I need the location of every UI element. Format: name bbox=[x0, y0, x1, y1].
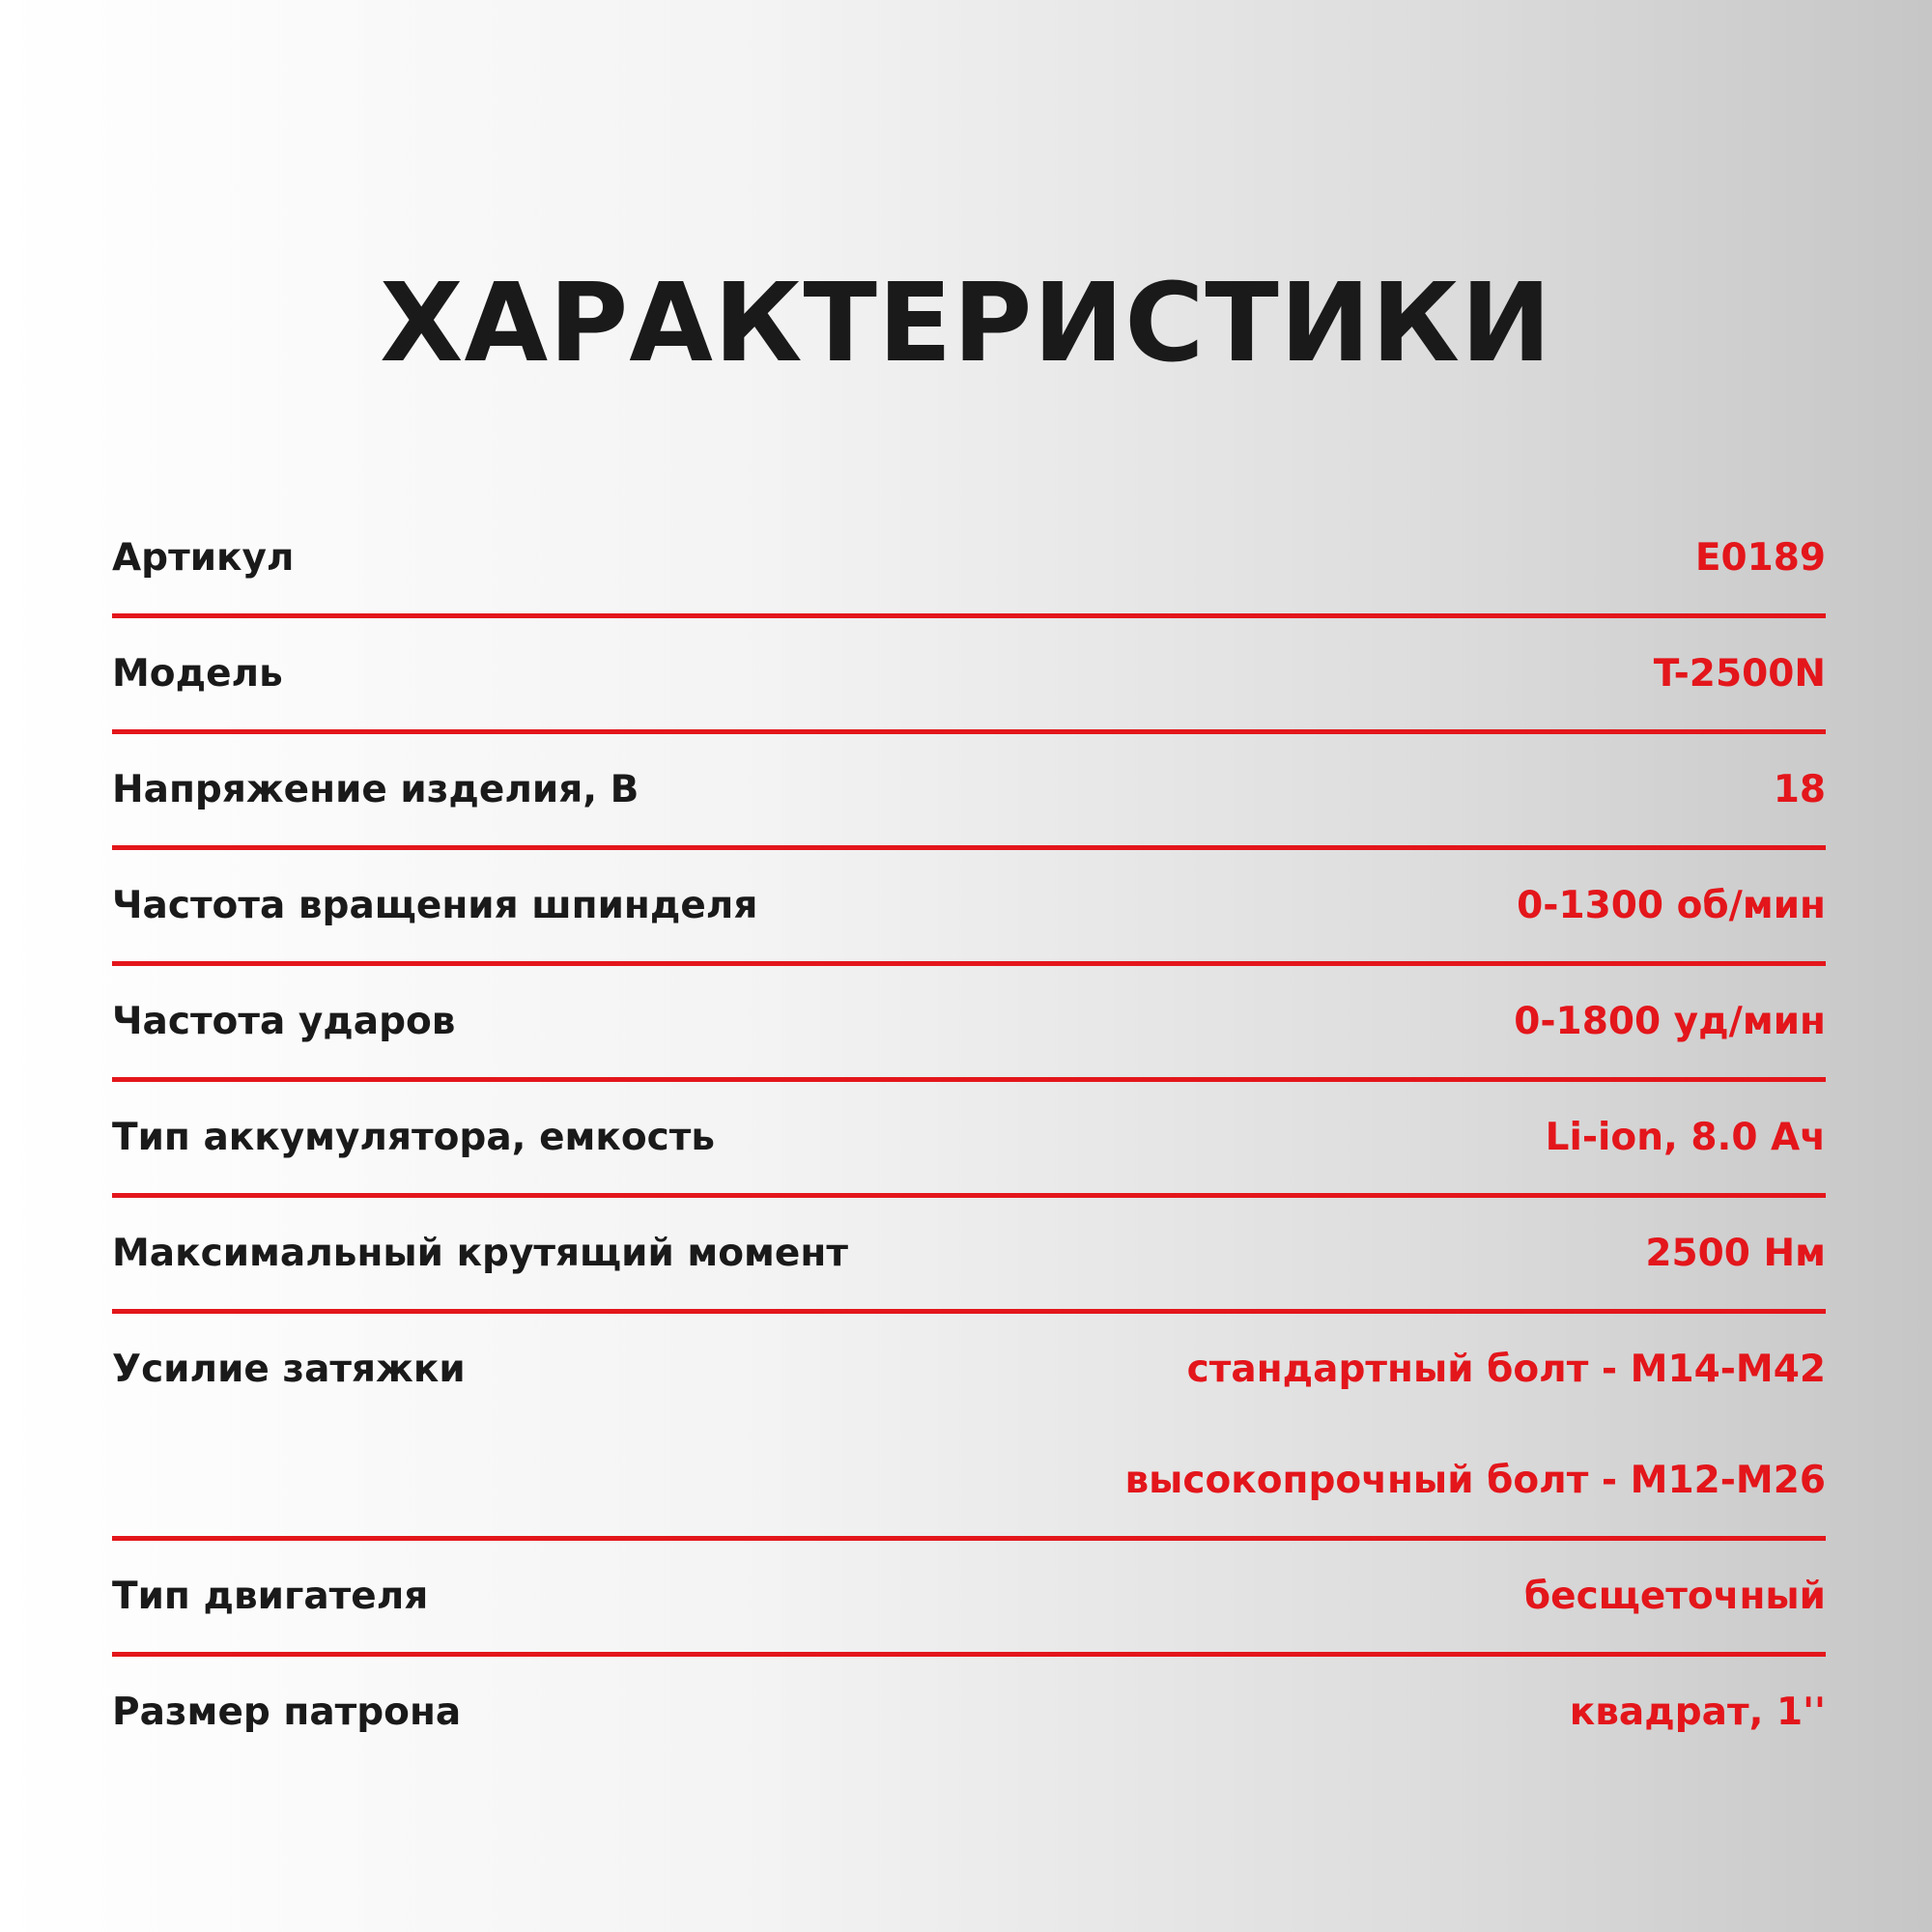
spec-row-impact-rate bbox=[112, 966, 1826, 1082]
spec-value: 0-1300 об/мин bbox=[1517, 884, 1826, 927]
spec-label: Максимальный крутящий момент bbox=[112, 1232, 848, 1275]
spec-row-motor-type bbox=[112, 1541, 1826, 1657]
spec-row-voltage bbox=[112, 734, 1826, 850]
specs-table bbox=[112, 502, 1826, 1768]
spec-label: Частота ударов bbox=[112, 1000, 456, 1043]
spec-row-max-torque bbox=[112, 1198, 1826, 1314]
spec-value: стандартный болт - M14-M42 bbox=[1186, 1348, 1826, 1391]
spec-value: бесщеточный bbox=[1523, 1575, 1826, 1618]
spec-value: 0-1800 уд/мин bbox=[1514, 1000, 1826, 1043]
spec-row-spindle-speed bbox=[112, 850, 1826, 966]
spec-row-model bbox=[112, 618, 1826, 734]
spec-value: квадрат, 1'' bbox=[1569, 1690, 1826, 1734]
spec-row-battery bbox=[112, 1082, 1826, 1198]
spec-value: 18 bbox=[1773, 768, 1826, 811]
spec-label: Усилие затяжки bbox=[112, 1348, 466, 1391]
spec-label: Тип аккумулятора, емкость bbox=[112, 1116, 716, 1159]
spec-value: 2500 Нм bbox=[1645, 1232, 1826, 1275]
spec-value: E0189 bbox=[1694, 536, 1826, 580]
spec-value: Li-ion, 8.0 Ач bbox=[1545, 1116, 1826, 1159]
spec-label: Артикул bbox=[112, 536, 295, 580]
spec-label: Тип двигателя bbox=[112, 1575, 429, 1618]
spec-row-chuck-size bbox=[112, 1657, 1826, 1768]
page-title: ХАРАКТЕРИСТИКИ bbox=[380, 261, 1552, 386]
spec-value-secondary: высокопрочный болт - M12-M26 bbox=[1124, 1459, 1826, 1502]
spec-label: Размер патрона bbox=[112, 1690, 462, 1734]
spec-label: Модель bbox=[112, 652, 283, 696]
spec-value: T-2500N bbox=[1653, 652, 1826, 696]
spec-row-tightening-force bbox=[112, 1314, 1826, 1541]
spec-label: Напряжение изделия, В bbox=[112, 768, 639, 811]
spec-row-article bbox=[112, 502, 1826, 618]
spec-label: Частота вращения шпинделя bbox=[112, 884, 758, 927]
